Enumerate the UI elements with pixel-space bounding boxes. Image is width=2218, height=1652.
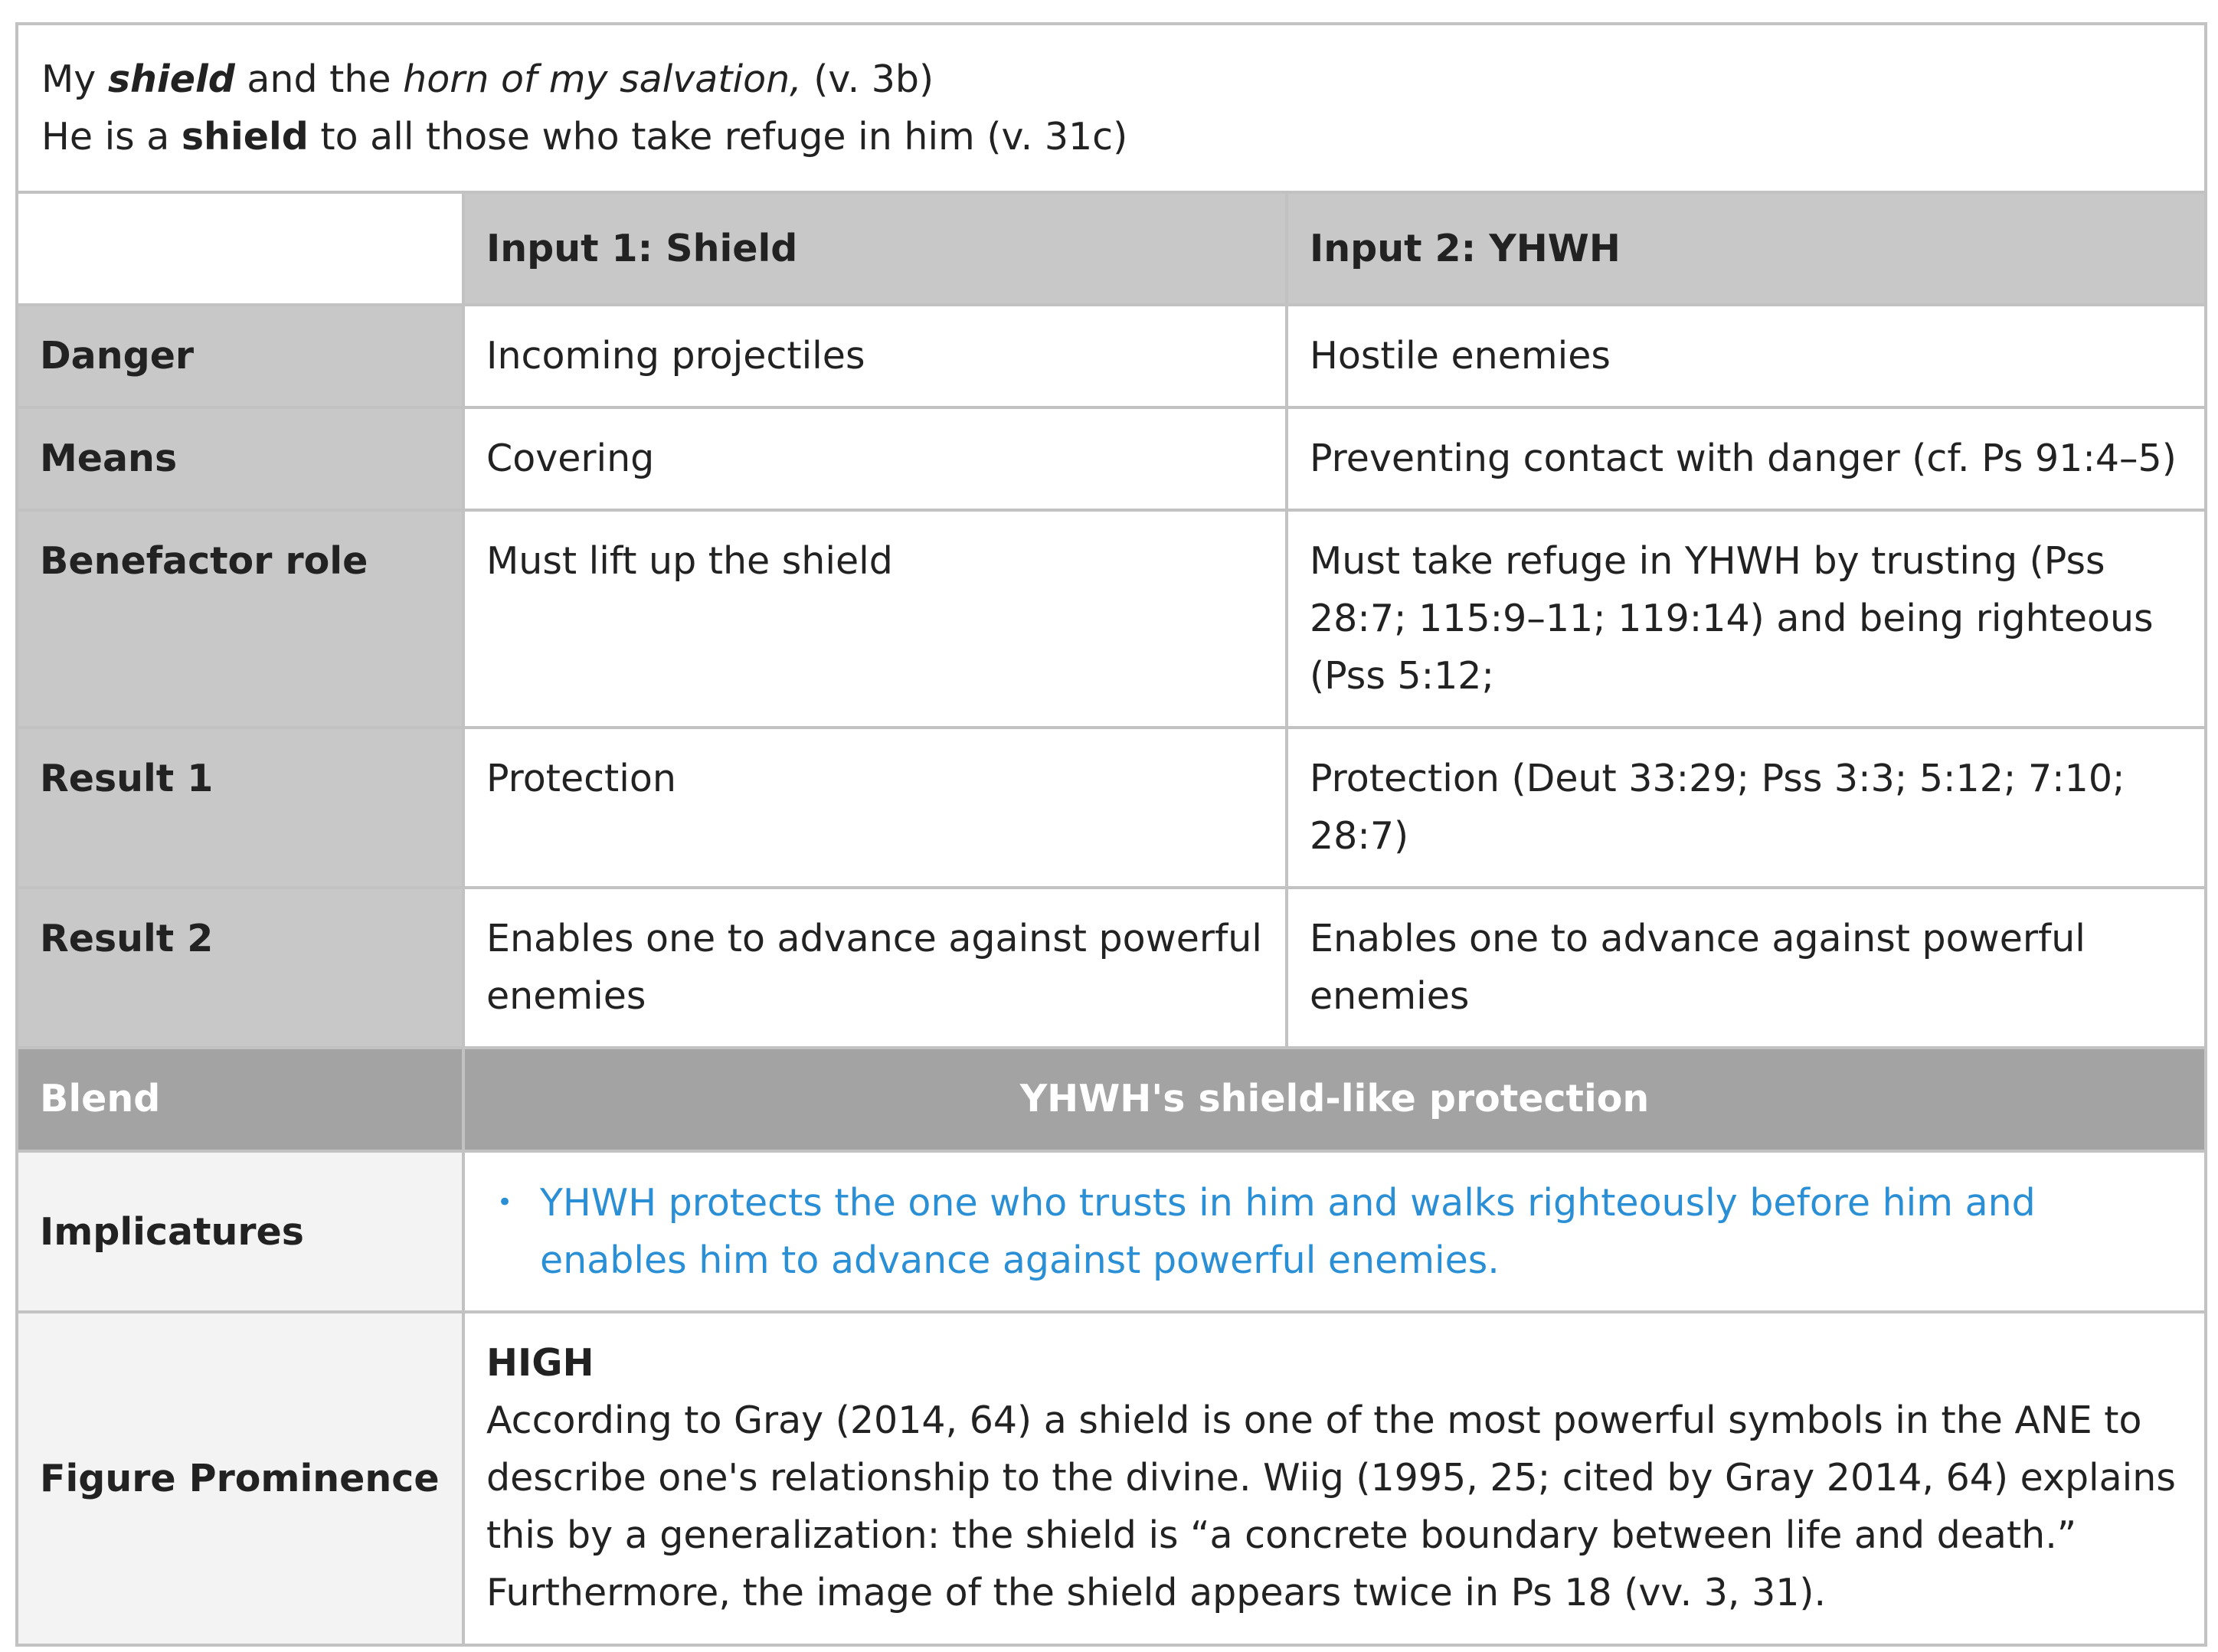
quote-row [17,24,2206,192]
cell-result-2-input-2: Enables one to advance against powerful enemies [1287,888,2206,1048]
figure-prominence-cell [463,1312,2206,1645]
cell-benefactor-input-1: Must lift up the shield [463,510,1287,728]
quote-line-1-middle: and the [234,57,404,101]
quote-line-1-italic: horn of my salvation, [403,57,802,101]
header-blank-cell [17,192,463,305]
blend-value: YHWH's shield-like protection [463,1048,2206,1151]
implicatures-list [486,1174,2183,1289]
quote-line-1-emphasis: shield [107,57,235,101]
cell-benefactor-input-2: Must take refuge in YHWH by trusting (Pss 28:7; 115:9–11; 119:14) and being righteous (Pss 5:12; [1287,510,2206,728]
cell-result-1-input-2: Protection (Deut 33:29; Pss 3:3; 5:12; 7:10; 28:7) [1287,728,2206,888]
blend-label: Blend [17,1048,463,1151]
implicatures-label: Implicatures [17,1151,463,1312]
blend-row [17,1048,2206,1151]
cell-danger-input-2: Hostile enemies [1287,305,2206,407]
figure-prominence-level: HIGH [486,1341,594,1385]
row-label-benefactor-role: Benefactor role [17,510,463,728]
figure-prominence-text: According to Gray (2014, 64) a shield is one of the most powerful symbols in the ANE to describe one's relationship to the divine. Wiig (1995, 25; cited by Gray 2014, 64) explains this by a generalization: the shield is “a concrete boundary between life and death.” Furthermore, the image of the shield appears twice in Ps 18 (vv. 3, 31). [486,1398,2176,1614]
implicatures-row [17,1151,2206,1312]
table-row [17,888,2206,1048]
cell-result-2-input-1: Enables one to advance against powerful enemies [463,888,1287,1048]
row-label-result-2: Result 2 [17,888,463,1048]
cell-means-input-2: Preventing contact with danger (cf. Ps 91:4–5) [1287,407,2206,510]
cell-danger-input-1: Incoming projectiles [463,305,1287,407]
list-item [497,1174,2183,1289]
blend-analysis-table [15,22,2207,1647]
quote-line-1-suffix: (v. 3b) [801,57,934,101]
implicature-text: YHWH protects the one who trusts in him and walks righteously before him and enables him to advance against powerful enemies. [540,1181,2036,1282]
table-row [17,510,2206,728]
quote-line-1-prefix: My [41,57,108,101]
header-input-1: Input 1: Shield [463,192,1287,305]
table-row [17,728,2206,888]
table-row [17,407,2206,510]
figure-prominence-row [17,1312,2206,1645]
cell-result-1-input-1: Protection [463,728,1287,888]
quote-line-2-prefix: He is a [41,115,182,159]
table-row [17,305,2206,407]
header-input-2: Input 2: YHWH [1287,192,2206,305]
implicatures-cell [463,1151,2206,1312]
quote-line-1 [41,51,2181,108]
row-label-danger: Danger [17,305,463,407]
figure-prominence-label: Figure Prominence [17,1312,463,1645]
quote-cell [17,24,2206,192]
blend-analysis-table-wrapper [15,22,2204,1647]
header-row [17,192,2206,305]
bullet-icon: • [497,1187,513,1218]
row-label-means: Means [17,407,463,510]
quote-line-2 [41,108,2181,165]
quote-line-2-suffix: to all those who take refuge in him (v. 31c) [308,115,1128,159]
quote-line-2-bold: shield [181,115,309,159]
cell-means-input-1: Covering [463,407,1287,510]
row-label-result-1: Result 1 [17,728,463,888]
